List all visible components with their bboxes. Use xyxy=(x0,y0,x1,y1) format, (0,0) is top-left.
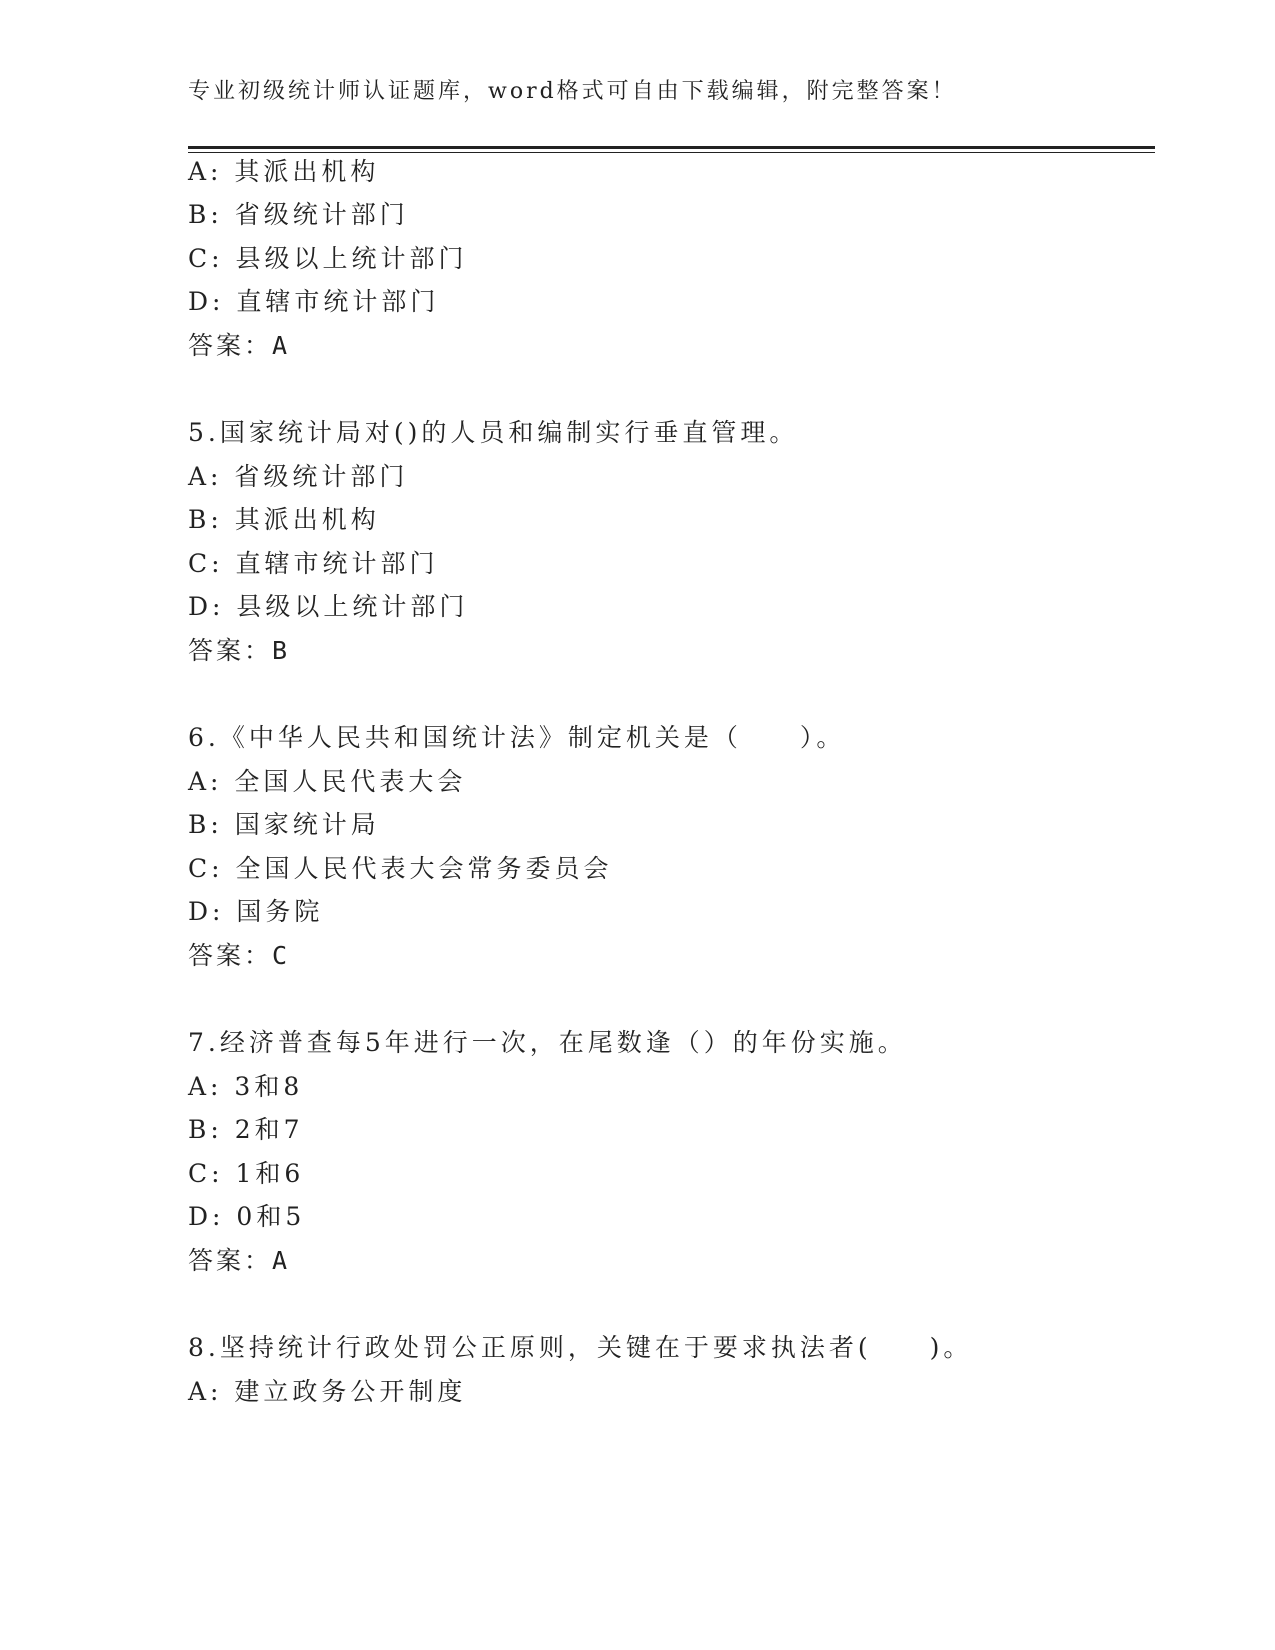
answer-label: 答案： xyxy=(188,1246,273,1275)
option-c: C: 县级以上统计部门 xyxy=(188,244,468,273)
question-5: 5.国家统计局对()的人员和编制实行垂直管理。 xyxy=(188,418,799,447)
option-d: D: 国务院 xyxy=(188,897,324,926)
option-b: B: 其派出机构 xyxy=(188,505,380,534)
option-a: A: 省级统计部门 xyxy=(188,462,409,491)
option-b: B: 国家统计局 xyxy=(188,810,380,839)
answer-label: 答案： xyxy=(188,636,273,665)
page-header: 专业初级统计师认证题库，word格式可自由下载编辑，附完整答案！ xyxy=(188,79,957,104)
answer-value: A xyxy=(272,1246,291,1275)
option-b: B: 省级统计部门 xyxy=(188,200,409,229)
answer-label: 答案： xyxy=(188,941,273,970)
option-a: A: 建立政务公开制度 xyxy=(188,1377,467,1406)
question-8: 8.坚持统计行政处罚公正原则，关键在于要求执法者( )。 xyxy=(188,1333,973,1362)
question-6: 6.《中华人民共和国统计法》制定机关是（ ）。 xyxy=(188,723,846,752)
header-rule-thick xyxy=(188,146,1155,149)
option-c: C: 1和6 xyxy=(188,1159,305,1188)
option-b: B: 2和7 xyxy=(188,1115,304,1144)
option-a: A: 3和8 xyxy=(188,1072,304,1101)
option-d: D: 县级以上统计部门 xyxy=(188,592,469,621)
answer-value: B xyxy=(272,636,291,665)
answer-value: A xyxy=(272,331,291,360)
option-c: C: 全国人民代表大会常务委员会 xyxy=(188,854,613,883)
option-a: A: 其派出机构 xyxy=(188,157,380,186)
option-a: A: 全国人民代表大会 xyxy=(188,767,467,796)
answer-line xyxy=(188,1244,290,1278)
option-c: C: 直辖市统计部门 xyxy=(188,549,439,578)
answer-label: 答案： xyxy=(188,331,273,360)
answer-line xyxy=(188,634,290,668)
option-d: D: 直辖市统计部门 xyxy=(188,287,440,316)
answer-value: C xyxy=(272,941,291,970)
answer-line xyxy=(188,939,290,973)
header-rule-thin xyxy=(188,152,1155,153)
question-7: 7.经济普查每5年进行一次，在尾数逢（）的年份实施。 xyxy=(188,1028,907,1057)
option-d: D: 0和5 xyxy=(188,1202,306,1231)
answer-line xyxy=(188,329,290,363)
